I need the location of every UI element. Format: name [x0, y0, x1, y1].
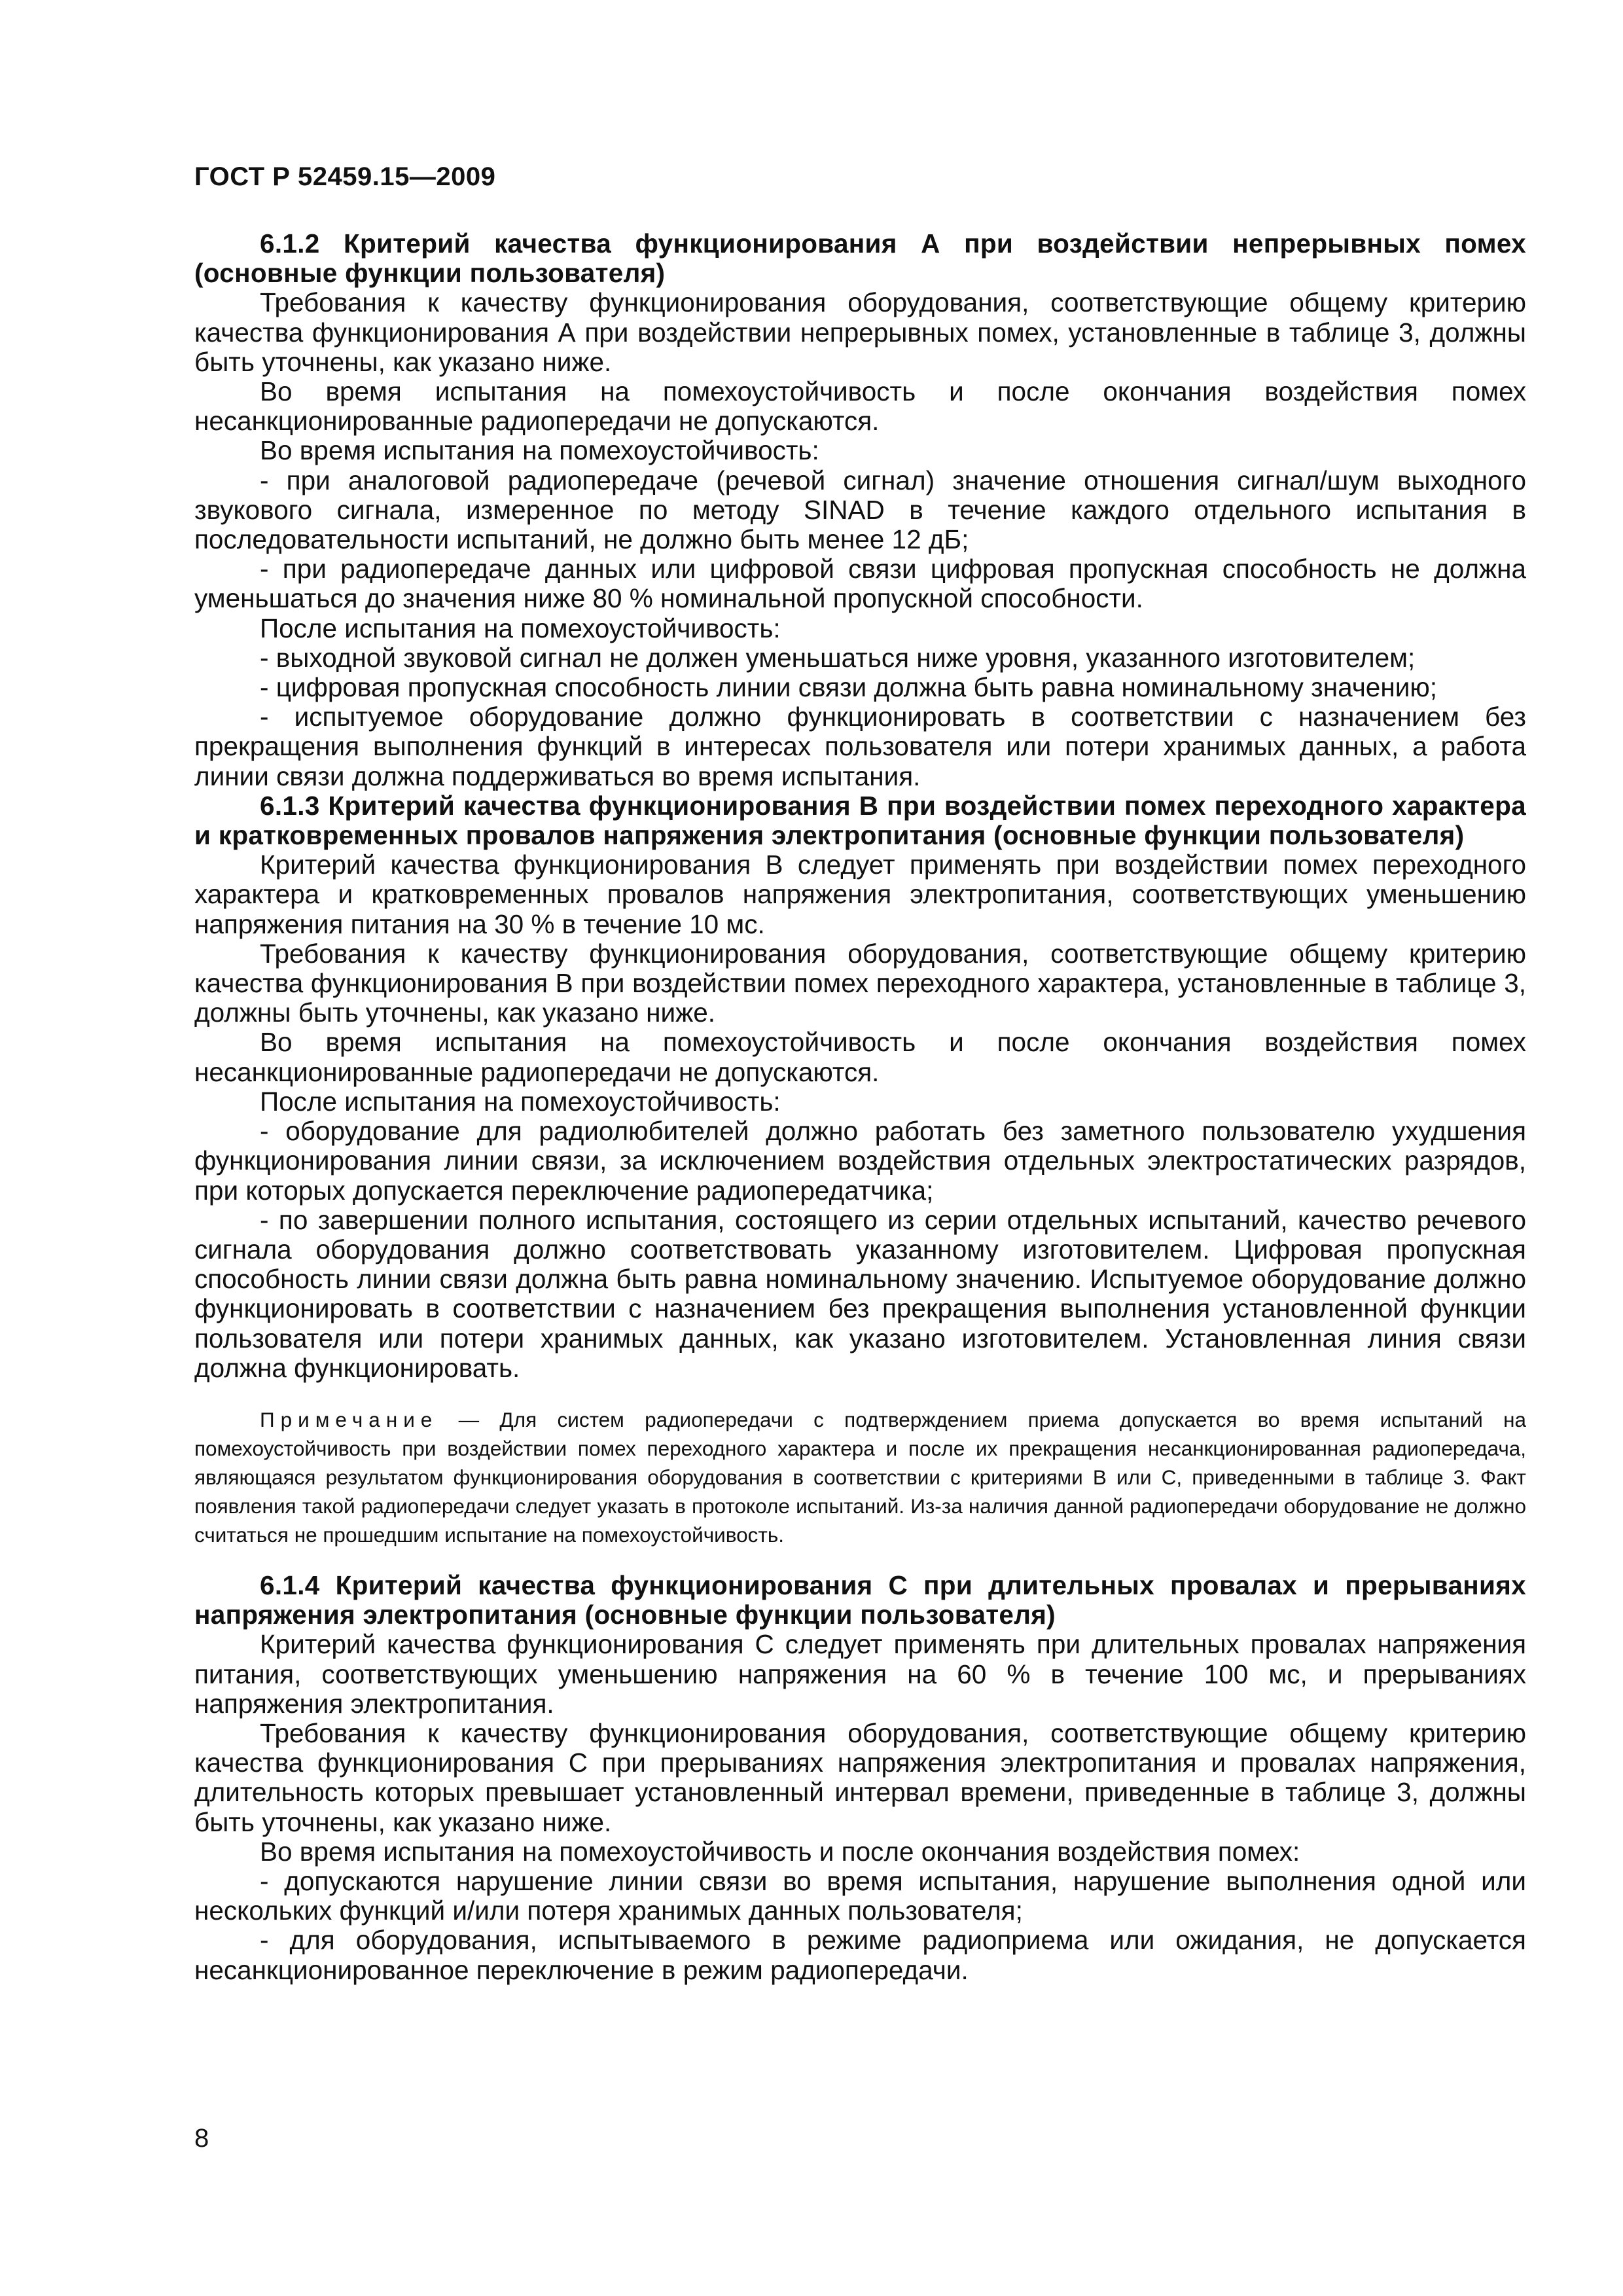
list-item: - по завершении полного испытания, состоящего из серии отдельных испытаний, качество речевого сигнала оборудования должно соответствовать указанному изготовителем. Цифровая пропускная способность линии связи должна быть равна номинальному значению. Испытуемое оборудование должно функционировать в соответствии с назначением без прекращения выполнения установленной функции пользователя или потери хранимых данных, как указано изготовителем. Установленная линия связи должна функционировать.	[194, 1204, 1526, 1383]
paragraph: Требования к качеству функционирования оборудования, соответствующие общему критерию качества функционирования В при воздействии помех переходного характера, установленные в таблице 3, должны быть уточнены, как указано ниже.	[194, 938, 1526, 1028]
note-label: Примечание	[260, 1407, 438, 1431]
paragraph: Критерий качества функционирования В следует применять при воздействии помех переходного характера и кратковременных провалов напряжения электропитания, соответствующих уменьшению напряжения питания на 30 % в течение 10 мс.	[194, 850, 1526, 939]
section-heading-6-1-3: 6.1.3 Критерий качества функционирования В при воздействии помех переходного характера и кратковременных провалов напряжения электропитания (основные функции пользователя)	[194, 790, 1526, 851]
paragraph: Критерий качества функционирования С следует применять при длительных провалах напряжения питания, соответствующих уменьшению напряжения на 60 % в течение 100 мс, и прерываниях напряжения электропитания.	[194, 1629, 1526, 1719]
paragraph: Во время испытания на помехоустойчивость и после окончания воздействия помех несанкционированные радиопередачи не допускаются.	[194, 1027, 1526, 1087]
list-item: - цифровая пропускная способность линии связи должна быть равна номинальному значению;	[260, 672, 1437, 703]
list-item: - выходной звуковой сигнал не должен уменьшаться ниже уровня, указанного изготовителем;	[260, 642, 1416, 673]
section-heading-6-1-2: 6.1.2 Критерий качества функционирования А при воздействии непрерывных помех (основные функции пользователя)	[194, 228, 1526, 289]
list-item: - при радиопередаче данных или цифровой связи цифровая пропускная способность не должна уменьшаться до значения ниже 80 % номинальной пропускной способности.	[194, 554, 1526, 614]
list-item: - для оборудования, испытываемого в режиме радиоприема или ожидания, не допускается несанкционированное переключение в режим радиопередачи.	[194, 1925, 1526, 1985]
page-number: 8	[194, 2124, 209, 2153]
note	[194, 1405, 1526, 1549]
paragraph: Во время испытания на помехоустойчивость и после окончания воздействия помех:	[260, 1836, 1300, 1867]
document-header: ГОСТ Р 52459.15—2009	[194, 162, 496, 191]
paragraph: Требования к качеству функционирования оборудования, соответствующие общему критерию качества функционирования А при воздействии непрерывных помех, установленные в таблице 3, должны быть уточнены, как указано ниже.	[194, 287, 1526, 377]
paragraph: Во время испытания на помехоустойчивость и после окончания воздействия помех несанкционированные радиопередачи не допускаются.	[194, 376, 1526, 437]
paragraph: Требования к качеству функционирования оборудования, соответствующие общему критерию качества функционирования С при прерываниях напряжения электропитания и провалах напряжения, длительность которых превышает установленный интервал времени, приведенные в таблице 3, должны быть уточнены, как указано ниже.	[194, 1717, 1526, 1837]
paragraph: После испытания на помехоустойчивость:	[260, 613, 781, 643]
list-item: - оборудование для радиолюбителей должно работать без заметного пользователю ухудшения функционирования линии связи, за исключением воздействия отдельных электростатических разрядов, при которых допускается переключение радиопередатчика;	[194, 1116, 1526, 1206]
note-text: — Для систем радиопередачи с подтверждением приема допускается во время испытаний на помехоустойчивость при воздействии помех переходного характера и после их прекращения несанкционированная радиопередача, являющаяся результатом функционирования оборудования в соответствии с критериями В или С, приведенными в таблице 3. Факт появления такой радиопередачи следует указать в протоколе испытаний. Из-за наличия данной радиопередачи оборудование не должно считаться не прошедшим испытание на помехоустойчивость.	[194, 1407, 1526, 1547]
section-heading-6-1-4: 6.1.4 Критерий качества функционирования С при длительных провалах и прерываниях напряжения электропитания (основные функции пользователя)	[194, 1570, 1526, 1630]
list-item: - допускаются нарушение линии связи во время испытания, нарушение выполнения одной или нескольких функций и/или потеря хранимых данных пользователя;	[194, 1865, 1526, 1926]
list-item: - при аналоговой радиопередаче (речевой сигнал) значение отношения сигнал/шум выходного звукового сигнала, измеренное по методу SINAD в течение каждого отдельного испытания в последовательности испытаний, не должно быть менее 12 дБ;	[194, 465, 1526, 555]
paragraph: После испытания на помехоустойчивость:	[260, 1086, 781, 1117]
document-body	[194, 229, 1526, 1985]
list-item: - испытуемое оборудование должно функционировать в соответствии с назначением без прекращения выполнения функций в интересах пользователя или потери хранимых данных, а работа линии связи должна поддерживаться во время испытания.	[194, 702, 1526, 791]
paragraph: Во время испытания на помехоустойчивость:	[260, 435, 819, 466]
